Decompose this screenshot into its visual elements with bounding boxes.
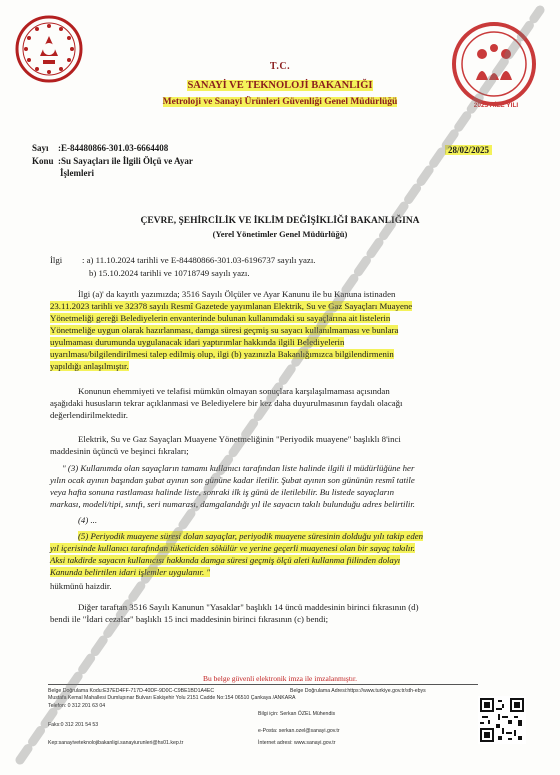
p1-line5-text: uyulmaması durumunda uygulanacak idari yaptırımlar hakkında ilgili Belediyelerin <box>50 337 345 347</box>
sayi-label: Sayı <box>32 143 49 153</box>
konu-label: Konu <box>32 156 54 166</box>
p1-line7 <box>50 360 129 372</box>
phone: Telefon: 0 312 201 63 04 <box>48 703 106 709</box>
p2-line2: aşağıdaki hususların tekrar açıklanmasi ve Belediyelere bir kez daha duyurulmasının faydalı olacağı <box>50 398 403 408</box>
p3-line1: Elektrik, Su ve Gaz Sayaçları Muayene Yönetmeliğinin "Periyodik muayene" başlıklı 8'inci <box>78 434 401 444</box>
p1-line2-text: 23.11.2023 tarihli ve 32378 sayılı Resmî Gazetede yayımlanan Elektrik, Su ve Gaz Sayaçları Muayene <box>50 301 413 311</box>
addressee-department: (Yerel Yönetimler Genel Müdürlüğü) <box>212 229 348 239</box>
family-year-text: 2025 AİLE YILI <box>473 102 519 109</box>
p1-line7-text: yapıldığı anlaşılmıştır. <box>50 361 129 371</box>
quote3-line2: yılın ocak ayının başından şubat ayının son gününe kadar iletilir. Şubat ayının son gününün resmî tatile <box>50 475 415 485</box>
ilgi-a: : a) 11.10.2024 tarihli ve E-84480866-301.03-6196737 sayılı yazı. <box>82 255 316 265</box>
ministry-emblem-icon <box>14 14 84 84</box>
family-year-logo-icon <box>446 18 542 110</box>
p1-line6-text: uyarılması/bilgilendirilmesi talep edilmiş olup, ilgi (b) yazınızla Bakanlığımızca bilgilendirmenin <box>50 349 394 359</box>
quote3-line4: markası, modeli/tipi, sınıfı, seri numarası, damgalandığı yıl ile sayacın takılı bulunduğu adres belirtilir. <box>50 499 415 509</box>
quote5-line1-text: (5) Periyodik muayene süresi dolan sayaçlar, periyodik muayene süresinin dolduğu yılı takip eden <box>78 531 424 541</box>
quote5-line1 <box>78 530 423 542</box>
quote5-line3 <box>50 554 400 566</box>
footer-divider <box>48 684 478 685</box>
quote5-line4-text: Kanunda belirtilen idari işlemler uygulanır. " <box>50 567 211 577</box>
p1-line3 <box>50 312 518 324</box>
p4-line2: bendi ile "İdari cezalar" başlıklı 15 inci maddesinin birinci fıkrasının (c) bendi; <box>50 614 329 624</box>
quote5-line4 <box>50 566 210 578</box>
p1-line4-text: Yönetmeliğe uygun olarak hazırlanması, damga süresi geçmiş su sayacı kullanılmaması ve bunlara <box>50 325 399 335</box>
addressee-ministry: ÇEVRE, ŞEHİRCİLİK VE İKLİM DEĞİŞİKLİĞİ BAKANLIĞINA <box>140 216 420 226</box>
verification-code: Belge Doğrulama Kodu:E37ED4FF-717D-40DF-9D0C-C9BE1BD1A4EC <box>48 688 215 694</box>
header-directorate-text: Metroloji ve Sanayi Ürünleri Güvenliği Genel Müdürlüğü <box>162 97 398 107</box>
quote-closing: hükmünü haizdir. <box>50 581 112 591</box>
p2-line1: Konunun ehemmiyeti ve telafisi mümkün olmayan sonuçlara karşılaşılmaması açısından <box>78 386 390 396</box>
quote3-line3: veya hafta sonuna rastlaması halinde liste, sonraki ilk iş günü de iletilebilir. Bu listede sayaçların <box>50 487 395 497</box>
document-date: 28/02/2025 <box>445 145 492 155</box>
contact-person: Bilgi için: Serkan ÖZEL Mühendis <box>258 711 336 717</box>
ilgi-b: b) 15.10.2024 tarihli ve 10718749 sayılı yazı. <box>89 268 250 278</box>
konu-value-1: :Su Sayaçları ile İlgili Ölçü ve Ayar <box>58 156 193 166</box>
p1-line4 <box>50 324 518 336</box>
sayi-value: :E-84480866-301.03-6664408 <box>58 143 169 153</box>
quote3-line1: " (3) Kullanımda olan sayaçların tamamı kullanıcı tarafından liste halinde ilgili il müdürlüğüne her <box>62 463 415 473</box>
p2-line3: değerlendirilmektedir. <box>50 410 128 420</box>
quote5-line2 <box>50 542 415 554</box>
p1-line6 <box>50 348 518 360</box>
p1-line1: İlgi (a)' da kayıtlı yazımızda; 3516 Sayılı Ölçüler ve Ayar Kanunu ile bu Kanuna istinaden <box>78 289 396 299</box>
header-ministry-text: SANAYİ VE TEKNOLOJİ BAKANLIĞI <box>187 80 373 91</box>
p3-line2: maddesinin üçüncü ve beşinci fıkraları; <box>50 446 189 456</box>
quote5-line2-text: yıl içerisinde kullanıcı tarafından tüketiciden sökülür ve yerine geçerli muayenesi olan bir sayaç takılır. <box>50 543 415 553</box>
website: İnternet adresi: www.sanayi.gov.tr <box>258 740 336 746</box>
p1-line2 <box>50 300 518 312</box>
p1-line3-text: Yönetmeliği gereği Belediyelerin envanterinde bulunan kullanımdaki su sayaçlarına ait listelerin <box>50 313 391 323</box>
verification-address: Belge Doğrulama Adresi:https://www.turkiye.gov.tr/sth-ebys <box>290 688 426 694</box>
quote5-line3-text: Aksi takdirde sayacın kullanıcısı hakkında damga süresi geçmiş ölçü aleti kullanma fiilinden dolayı <box>50 555 401 565</box>
office-address: Mustafa Kemal Mahallesi Dumlupınar Bulvarı Eskişehir Yolu 2151 Cadde No:154 06510 Çankaya /ANKARA <box>48 695 296 701</box>
kep-address: Kep:sanayiveteknolojibakanligi.sanayiurunleri@hs01.kep.tr <box>48 740 184 746</box>
p1-line5 <box>50 336 518 348</box>
fax: Faks:0 312 201 54 53 <box>48 722 99 728</box>
email: e-Posta: serkan.ozel@sanayi.gov.tr <box>258 728 340 734</box>
qr-code-icon <box>478 696 526 744</box>
konu-value-2: İşlemleri <box>60 168 94 178</box>
quote4: (4) ... <box>78 515 98 525</box>
header-tc: T.C. <box>269 61 291 72</box>
p4-line1: Diğer taraftan 3516 Sayılı Kanunun "Yasaklar" başlıklı 14 üncü maddesinin birinci fıkrasının (d) <box>78 602 419 612</box>
ilgi-label: İlgi <box>50 255 63 265</box>
secure-signature-note: Bu belge güvenli elektronik imza ile imzalanmıştır. <box>203 674 357 683</box>
